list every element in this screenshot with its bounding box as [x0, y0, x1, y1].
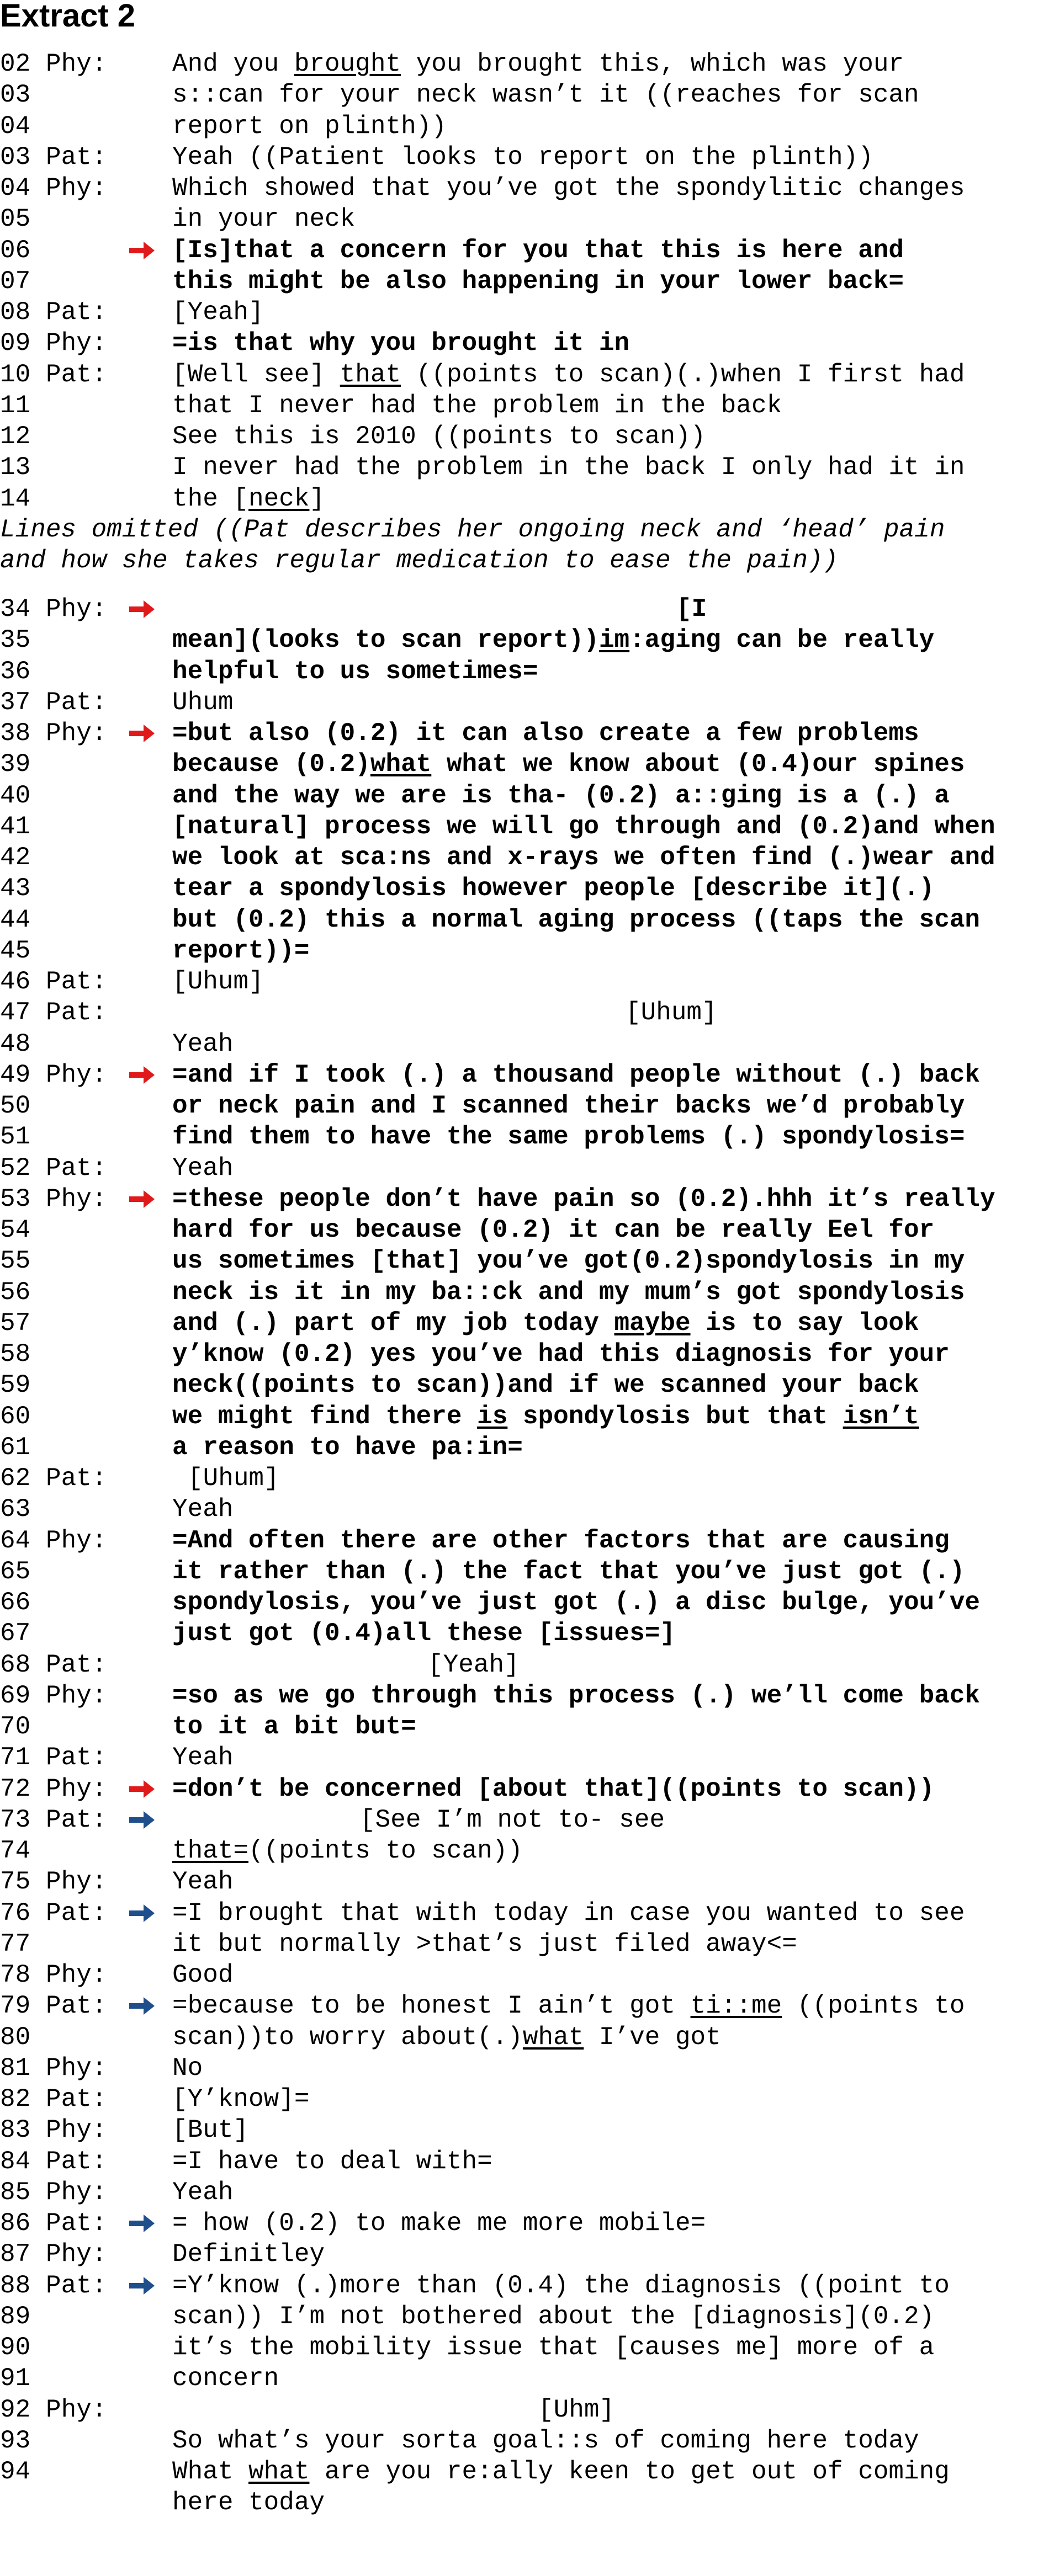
line-number: 94 [0, 2457, 31, 2486]
utterance-text: Yeah [172, 1495, 234, 1524]
utterance-text: [Yeah] [428, 1650, 520, 1679]
transcript-line [0, 142, 1049, 173]
line-number: 42 [0, 843, 31, 872]
transcript-line [0, 2487, 1049, 2518]
transcript-line [0, 328, 1049, 359]
line-number: 75 [0, 1867, 31, 1897]
utterance-text: [Is]that a concern for you that this is here and [172, 236, 904, 265]
line-number: 62 [0, 1464, 31, 1493]
red-arrow-icon [128, 241, 156, 260]
line-number: 06 [0, 236, 31, 265]
speaker-label: Pat: [46, 967, 107, 996]
utterance-text: What what are you re:ally keen to get out of coming [172, 2457, 950, 2486]
transcript-line [0, 2115, 1049, 2146]
speaker-label: Phy: [46, 2116, 107, 2145]
line-number: 54 [0, 1216, 31, 1244]
line-number: 37 [0, 688, 31, 717]
transcript-line [0, 625, 1049, 656]
transcript-line [0, 390, 1049, 421]
utterance-text: here today [172, 2488, 325, 2518]
transcript-line [0, 359, 1049, 390]
line-number: 87 [0, 2240, 31, 2269]
utterance-text: [See I’m not to- see [360, 1805, 665, 1834]
utterance-text: No [172, 2053, 203, 2083]
utterance-text: =is that why you brought it in [172, 329, 630, 358]
line-number: 77 [0, 1929, 31, 1958]
red-arrow-icon [128, 1065, 156, 1085]
utterance-text: hard for us because (0.2) it can be really Eel for [172, 1216, 935, 1244]
utterance-text: =these people don’t have pain so (0.2).hhh it’s really [172, 1184, 995, 1214]
line-number: 80 [0, 2023, 31, 2052]
speaker-label: Pat: [46, 1805, 107, 1834]
utterance-text: Good [172, 1961, 234, 1989]
utterance-text: but (0.2) this a normal aging process ((taps the scan [172, 905, 981, 934]
utterance-text: =and if I took (.) a thousand people without (.) back [172, 1060, 981, 1089]
utterance-text: this might be also happening in your lower back= [172, 267, 904, 296]
line-number: 38 [0, 719, 31, 748]
blue-arrow-icon [128, 1810, 156, 1830]
speaker-label: Pat: [46, 2209, 107, 2238]
transcript-line [0, 811, 1049, 842]
utterance-text: =Y’know (.)more than (0.4) the diagnosis ((point to [172, 2271, 950, 2300]
line-number: 61 [0, 1433, 31, 1462]
line-number: 73 [0, 1805, 31, 1834]
speaker-label: Phy: [46, 2395, 107, 2424]
transcript-line [0, 2177, 1049, 2208]
utterance-text: it but normally >that’s just filed away<= [172, 1929, 797, 1958]
line-number: 63 [0, 1495, 31, 1524]
utterance-text: Yeah [172, 1743, 234, 1773]
transcript-line [0, 2394, 1049, 2425]
speaker-label: Phy: [46, 1681, 107, 1710]
utterance-text: just got (0.4)all these [issues=] [172, 1619, 675, 1648]
line-number: 79 [0, 1992, 31, 2021]
line-number: 51 [0, 1122, 31, 1152]
speaker-label: Phy: [46, 2178, 107, 2207]
transcript-line [0, 2456, 1049, 2487]
utterance-text: that=((points to scan)) [172, 1837, 523, 1865]
transcript-line [0, 1432, 1049, 1463]
utterance-text: [Uhum] [626, 998, 717, 1028]
transcript-line [0, 842, 1049, 873]
line-number: 88 [0, 2271, 31, 2300]
speaker-label: Pat: [46, 1898, 107, 1928]
line-number: 93 [0, 2426, 31, 2455]
line-number: 70 [0, 1712, 31, 1741]
utterance-text: report on plinth)) [172, 111, 447, 141]
speaker-label: Pat: [46, 1743, 107, 1773]
transcript-line [0, 1990, 1049, 2021]
transcript-line [0, 997, 1049, 1028]
omitted-lines-note: Lines omitted ((Pat describes her ongoing neck and ‘head’ pain [0, 515, 945, 544]
utterance-text: =but also (0.2) it can also create a few problems [172, 719, 919, 748]
line-number: 81 [0, 2053, 31, 2083]
speaker-label: Phy: [46, 50, 107, 78]
transcript-line [0, 1370, 1049, 1401]
utterance-text: [natural] process we will go through and (0.2)and when [172, 812, 995, 841]
line-number: 67 [0, 1619, 31, 1648]
line-number: 05 [0, 205, 31, 234]
transcript-line [0, 1649, 1049, 1680]
speaker-label: Pat: [46, 2085, 107, 2114]
transcript-line [0, 2084, 1049, 2115]
transcript-line [0, 1246, 1049, 1276]
utterance-text: See this is 2010 ((points to scan)) [172, 422, 706, 451]
line-number: 60 [0, 1402, 31, 1431]
transcript-line [0, 1029, 1049, 1060]
transcript-line [0, 1308, 1049, 1339]
utterance-text: Yeah [172, 1153, 234, 1183]
utterance-text: that I never had the problem in the back [172, 391, 782, 420]
line-number: 49 [0, 1060, 31, 1089]
transcript-line [0, 1805, 1049, 1835]
utterance-text: y’know (0.2) yes you’ve had this diagnosis for your [172, 1340, 950, 1369]
transcript-line [0, 1339, 1049, 1370]
transcript-line [0, 2301, 1049, 2332]
utterance-text: we look at sca:ns and x-rays we often find (.)wear and [172, 843, 995, 872]
transcript-line [0, 2146, 1049, 2177]
utterance-text: spondylosis, you’ve just got (.) a disc bulge, you’ve [172, 1588, 981, 1617]
transcript-line [0, 1463, 1049, 1494]
transcript-line [0, 1587, 1049, 1618]
speaker-label: Phy: [46, 595, 107, 624]
line-number: 35 [0, 626, 31, 655]
speaker-label: Pat: [46, 998, 107, 1028]
utterance-text: So what’s your sorta goal::s of coming here today [172, 2426, 919, 2455]
line-number: 82 [0, 2085, 31, 2114]
transcript-line [0, 452, 1049, 483]
line-number: 03 [0, 142, 31, 172]
speaker-label: Phy: [46, 1867, 107, 1897]
line-number: 45 [0, 936, 31, 965]
line-number: 44 [0, 905, 31, 934]
utterance-text: [Yeah] [172, 298, 264, 327]
transcript-line [0, 235, 1049, 266]
speaker-label: Pat: [46, 688, 107, 717]
line-number: 91 [0, 2364, 31, 2393]
transcript-line [0, 2363, 1049, 2394]
utterance-text: neck((points to scan))and if we scanned your back [172, 1371, 919, 1400]
utterance-text: Yeah [172, 2178, 234, 2207]
extract-title: Extract 2 [0, 0, 136, 34]
utterance-text: tear a spondylosis however people [describe it](.) [172, 874, 935, 903]
line-number: 48 [0, 1029, 31, 1058]
line-number: 14 [0, 484, 31, 513]
utterance-text: and the way we are is tha- (0.2) a::ging is a (.) a [172, 781, 950, 810]
utterance-text: report))= [172, 936, 310, 965]
transcript-line [0, 966, 1049, 997]
transcript-line [0, 1556, 1049, 1587]
line-number: 10 [0, 360, 31, 389]
utterance-text: neck is it in my ba::ck and my mum’s got spondylosis [172, 1278, 965, 1307]
utterance-text: = how (0.2) to make me more mobile= [172, 2209, 706, 2238]
transcript-line [0, 1711, 1049, 1742]
utterance-text: to it a bit but= [172, 1712, 416, 1741]
utterance-text: it’s the mobility issue that [causes me] more of a [172, 2333, 935, 2362]
transcript-line [0, 780, 1049, 811]
utterance-text: Uhum [172, 688, 234, 717]
speaker-label: Pat: [46, 1153, 107, 1183]
transcript-line [0, 2022, 1049, 2053]
transcript-line [0, 1277, 1049, 1308]
blue-arrow-icon [128, 1996, 156, 2016]
utterance-text: a reason to have pa:in= [172, 1433, 523, 1462]
utterance-text: [Uhum] [172, 967, 264, 996]
utterance-text: Yeah [172, 1029, 234, 1058]
line-number: 90 [0, 2333, 31, 2362]
speaker-label: Phy: [46, 1184, 107, 1214]
line-number: 56 [0, 1278, 31, 1307]
utterance-text: =And often there are other factors that are causing [172, 1526, 950, 1555]
line-number: 04 [0, 174, 31, 203]
speaker-label: Pat: [46, 1992, 107, 2021]
transcript-line [0, 173, 1049, 204]
utterance-text: we might find there is spondylosis but that isn’t [172, 1402, 919, 1431]
line-number: 11 [0, 391, 31, 420]
red-arrow-icon [128, 1189, 156, 1209]
transcript-line [0, 2053, 1049, 2084]
utterance-text: helpful to us sometimes= [172, 657, 538, 686]
transcript-line [0, 79, 1049, 110]
line-number: 78 [0, 1961, 31, 1989]
line-number: 50 [0, 1092, 31, 1120]
speaker-label: Pat: [46, 360, 107, 389]
line-number: 41 [0, 812, 31, 841]
utterance-text: Yeah [172, 1867, 234, 1897]
line-number: 47 [0, 998, 31, 1028]
line-number: 92 [0, 2395, 31, 2424]
utterance-text: [I [676, 595, 707, 624]
transcript-line [0, 1184, 1049, 1215]
speaker-label: Phy: [46, 1961, 107, 1989]
transcript-line [0, 204, 1049, 235]
transcript-line [0, 1060, 1049, 1090]
line-number: 58 [0, 1340, 31, 1369]
omitted-lines-note: and how she takes regular medication to ease the pain)) [0, 546, 839, 575]
utterance-text: s::can for your neck wasn’t it ((reaches for scan [172, 81, 919, 110]
utterance-text: or neck pain and I scanned their backs we’d probably [172, 1092, 965, 1120]
line-number: 53 [0, 1184, 31, 1214]
transcript-line [0, 1898, 1049, 1929]
speaker-label: Pat: [46, 298, 107, 327]
line-number: 07 [0, 267, 31, 296]
transcript-line [0, 1090, 1049, 1121]
line-number: 59 [0, 1371, 31, 1400]
transcript-line [0, 749, 1049, 780]
line-number: 46 [0, 967, 31, 996]
line-number: 13 [0, 453, 31, 482]
utterance-text: scan)) I’m not bothered about the [diagnosis](0.2) [172, 2302, 935, 2331]
utterance-text: concern [172, 2364, 279, 2393]
utterance-text: Which showed that you’ve got the spondylitic changes [172, 174, 965, 203]
blue-arrow-icon [128, 2213, 156, 2233]
blue-arrow-icon [128, 1903, 156, 1923]
line-number: 09 [0, 329, 31, 358]
red-arrow-icon [128, 723, 156, 743]
line-number: 65 [0, 1557, 31, 1586]
speaker-label: Phy: [46, 1060, 107, 1089]
transcript-line [0, 594, 1049, 625]
utterance-text: and (.) part of my job today maybe is to say look [172, 1308, 919, 1338]
line-number: 64 [0, 1526, 31, 1555]
line-number: 74 [0, 1837, 31, 1865]
speaker-label: Phy: [46, 719, 107, 748]
utterance-text: in your neck [172, 205, 356, 234]
utterance-text: scan))to worry about(.)what I’ve got [172, 2023, 721, 2052]
speaker-label: Phy: [46, 1526, 107, 1555]
utterance-text: Definitley [172, 2240, 325, 2269]
utterance-text: us sometimes [that] you’ve got(0.2)spondylosis in my [172, 1247, 965, 1276]
transcript-line [0, 2239, 1049, 2270]
utterance-text: [But] [172, 2116, 249, 2145]
line-number: 83 [0, 2116, 31, 2145]
line-number: 68 [0, 1650, 31, 1679]
line-number: 72 [0, 1774, 31, 1803]
transcript-line [0, 1774, 1049, 1805]
transcript-line [0, 1153, 1049, 1184]
utterance-text: it rather than (.) the fact that you’ve just got (.) [172, 1557, 965, 1586]
transcript-line [0, 1215, 1049, 1246]
transcript-line [0, 1929, 1049, 1960]
transcript-line [0, 1742, 1049, 1773]
utterance-text: [Uhm] [538, 2395, 615, 2424]
line-number: 03 [0, 81, 31, 110]
utterance-text: [Y’know]= [172, 2085, 310, 2114]
transcript-line [0, 1835, 1049, 1866]
speaker-label: Pat: [46, 1464, 107, 1493]
transcript-line [0, 1401, 1049, 1432]
utterance-text: mean](looks to scan report))im:aging can be really [172, 626, 935, 655]
utterance-text: =don’t be concerned [about that]((points to scan)) [172, 1774, 935, 1803]
transcript-line [0, 266, 1049, 297]
utterance-text: the [neck] [172, 484, 325, 513]
utterance-text: find them to have the same problems (.) spondylosis= [172, 1122, 965, 1152]
transcript-line [0, 2425, 1049, 2456]
speaker-label: Pat: [46, 2271, 107, 2300]
line-number: 84 [0, 2147, 31, 2176]
transcript-line [0, 1525, 1049, 1556]
transcript-line [0, 483, 1049, 514]
blue-arrow-icon [128, 2276, 156, 2296]
transcript-line [0, 1618, 1049, 1649]
line-number: 36 [0, 657, 31, 686]
transcript-line [0, 718, 1049, 749]
transcript-line [0, 111, 1049, 142]
transcript-line [0, 2332, 1049, 2363]
line-number: 89 [0, 2302, 31, 2331]
utterance-text: And you brought you brought this, which was your [172, 50, 904, 78]
utterance-text: =I brought that with today in case you wanted to see [172, 1898, 965, 1928]
transcript-line [0, 2270, 1049, 2301]
speaker-label: Pat: [46, 1650, 107, 1679]
transcript-line [0, 2208, 1049, 2239]
transcript-line [0, 935, 1049, 966]
line-number: 34 [0, 595, 31, 624]
transcript-line [0, 1494, 1049, 1525]
speaker-label: Pat: [46, 142, 107, 172]
line-number: 40 [0, 781, 31, 810]
speaker-label: Phy: [46, 1774, 107, 1803]
transcript-line [0, 297, 1049, 328]
speaker-label: Phy: [46, 2240, 107, 2269]
line-number: 66 [0, 1588, 31, 1617]
speaker-label: Phy: [46, 2053, 107, 2083]
utterance-text: =I have to deal with= [172, 2147, 492, 2176]
red-arrow-icon [128, 599, 156, 619]
utterance-text: =so as we go through this process (.) we’ll come back [172, 1681, 981, 1710]
utterance-text: because (0.2)what what we know about (0.4)our spines [172, 750, 965, 779]
line-number: 76 [0, 1898, 31, 1928]
line-number: 55 [0, 1247, 31, 1276]
speaker-label: Phy: [46, 329, 107, 358]
transcript-line [0, 421, 1049, 452]
utterance-text: =because to be honest I ain’t got ti::me ((points to [172, 1992, 965, 2021]
utterance-text: [Uhum] [188, 1464, 279, 1493]
line-number: 08 [0, 298, 31, 327]
transcript-line [0, 873, 1049, 904]
transcript-line [0, 1680, 1049, 1711]
transcript-line [0, 49, 1049, 79]
line-number: 57 [0, 1308, 31, 1338]
speaker-label: Phy: [46, 174, 107, 203]
transcript-line [0, 1866, 1049, 1897]
utterance-text: Yeah ((Patient looks to report on the plinth)) [172, 142, 873, 172]
line-number: 52 [0, 1153, 31, 1183]
line-number: 02 [0, 50, 31, 78]
red-arrow-icon [128, 1779, 156, 1799]
transcript-line [0, 1121, 1049, 1152]
line-number: 69 [0, 1681, 31, 1710]
line-number: 86 [0, 2209, 31, 2238]
line-number: 12 [0, 422, 31, 451]
speaker-label: Pat: [46, 2147, 107, 2176]
utterance-text: I never had the problem in the back I only had it in [172, 453, 965, 482]
line-number: 39 [0, 750, 31, 779]
line-number: 43 [0, 874, 31, 903]
line-number: 71 [0, 1743, 31, 1773]
transcript-line [0, 687, 1049, 718]
transcript-line [0, 656, 1049, 687]
transcript-line [0, 904, 1049, 935]
utterance-text: [Well see] that ((points to scan)(.)when I first had [172, 360, 965, 389]
transcript-line [0, 1960, 1049, 1990]
line-number: 85 [0, 2178, 31, 2207]
line-number: 04 [0, 111, 31, 141]
